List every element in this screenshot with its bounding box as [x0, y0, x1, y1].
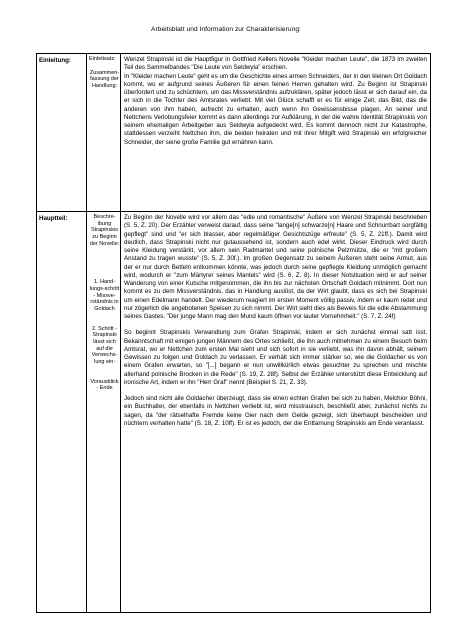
section-label-introduction: Einleitung:	[37, 54, 87, 212]
sublabel-plot-summary: Zusammen-fassung der Handlung:	[89, 69, 120, 89]
description-paragraph: Zu Beginn der Novelle wird vor allem das "edle und romantische" Äußere von Wenzel Strapinski beschrieben (S. 5, Z. 20). Der Erzähler verweist darauf, dass seine "lange[n] schwarze[n] Haare und Schnurrbart sorgfältig gepflegt" sind und "er sich blasser, aber regelmäßiger Gesichtszüge erfreute" (S. 5, Z. 21ff.). Damit wird deutlich, dass Strapinski nicht nur gutaussehend ist, sondern auch edel wirkt. Dieser Eindruck wird durch seine Kleidung verstärkt, vor allem sein Radmantel und seine polnische Pelzmütze, die er "mit großem Anstand zu tragen wusste" (S. 5, Z. 30f.). Im großen Gegensatz zu seinem Äußeren steht seine Armut, aus der er nur durch Betteln entkommen könnte, was jedoch durch seine gepflegte Kleidung unmöglich gemacht wird, wodurch er "zum Märtyrer seines Mantels" wird (S. 6, Z. 8). In dieser Notsituation wird er auf seiner Wanderung von einer Kutsche mitgenommen, die ihn bis zur nächsten Ortschaft Goldach mitnimmt. Dort nun kommt es zu dem Missverständnis, das in Handlung auslöst, da der Wirt glaubt, dass es sich bei Strapinski um einen Edelmann handelt. Der wiederum reagiert im ersten Moment völlig passiv, indem er kaum redet und nur zögerlich die angebotenen Speisen zu sich nimmt. Der Wirt sieht dies als Beweis für die edle Abstammung seines Gastes. "Der junge Mann mag den Mund kaum öffnen vor lauter Vornehmheit." (S. 7, Z. 24f)	[124, 214, 427, 320]
table-row	[37, 212, 431, 613]
section-label-main: Hauptteil:	[37, 212, 87, 613]
table-row	[37, 54, 431, 212]
section-sublabels-main	[87, 212, 121, 613]
section-content-introduction	[121, 54, 431, 212]
section-content-main	[121, 212, 431, 613]
sublabel-step-2: 2. Schritt - Strapinski lässt sich auf die Verwechs-lung ein:	[91, 325, 118, 365]
sublabel-intro-sentence: Einleitsatz:	[89, 56, 116, 62]
intro-paragraph: Wenzel Strapinski ist die Hauptfigur in Gottfried Kellers Novelle "Kleider machen Leute", die 1873 im zweiten Teil des Sammelbandes "Die Leute von Seldwyla" erschien.	[124, 56, 427, 72]
section-sublabels-introduction	[87, 54, 121, 212]
outlook-paragraph: Jedoch sind nicht alle Goldacher überzeugt, dass sie einen echten Grafen bei sich zu haben, Melchior Böhni, ein Buchhalter, der ebenfalls in Nettchen verliebt ist, wird misstrauisch, beschließt aber, zunächst nichts zu sagen, da "der rätselhafte Fremde keine Gier nach dem Gelde gezeigt, sich überhaupt bescheiden und nüchtern verhalten hatte" (S. 18, Z. 10ff). Er ist es jedoch, der die Enttarnung Strapinskis am Ende veranlasst.	[124, 395, 427, 427]
transformation-paragraph: So beginnt Strapinskis Verwandlung zum Grafen Strapinski, indem er sich zunächst einmal satt isst, Bekanntschaft mit einigen jungen Männern des Ortes schließt, die ihn auch mitnehmen zu einem Besuch beim Amtsrat, wo er Nettchen zum ersten Mal sieht und sich sofort in sie verliebt, was ihn davon abhält, seinem Gewissen zu folgen und Goldach zu verlassen. Er verhält sich immer stärker so, wie die Goldacher es von einem Grafen erwarten, so "[...] begann er nun unwillkürlich etwas gesuchter zu sprechen und mischte allerhand polnische Brocken in die Rede" (S. 19, Z. 28f). Selbst der Erzähler unterstützt diese Entwicklung auf ironische Art, indem er ihn "Herr Graf" nennt (Beispiel S. 21, Z. 33).	[124, 329, 427, 386]
document-title: Arbeitsblatt und Information zur Charakterisierung:	[151, 26, 301, 33]
sublabel-description: Beschre-ibung Strapinskis zu Beginn der Novelle:	[89, 214, 120, 247]
sublabel-outlook: Vorausblick - Ende	[90, 378, 119, 392]
summary-paragraph: In "Kleider machen Leute" geht es um die Geschichte eines armen Schneiders, der in den kleinen Ort Goldach kommt, wo er aufgrund seines Äußeren für einen feinen Herren gehalten wird. Zu Beginn ist Strapinski überfordert und zu schüchtern, um das Missverständnis aufzuklären, später jedoch lässt er sich darauf ein, da er sich in die Tochter des Amtsrates verliebt. Mit viel Glück schafft er es für einige Zeit, das Bild, das die anderen von ihm haben, aufrecht zu erhalten, auch wenn ihn Gewissensbisse plagen. An seiner und Nettchens Verlobungsfeier kommt es dann allerdings zur Aufklärung, in der die wahre Identität Strapinskis von seinem ehemaligen Arbeitgeber aus Seldwyla aufgedeckt wird. Es kommt dennoch nicht zur Katastrophe, stattdessen verzeiht Nettchen ihm, die beiden heiraten und mit ihrer Mitgift wird Strapinski ein erfolgreicher Schneider, der seine große Familie gut ernähren kann.	[124, 72, 427, 146]
sublabel-step-1: 1. Hand-lungs-schritt - Missve-rständnis in Goldach	[89, 279, 120, 312]
characterization-table	[36, 53, 431, 613]
